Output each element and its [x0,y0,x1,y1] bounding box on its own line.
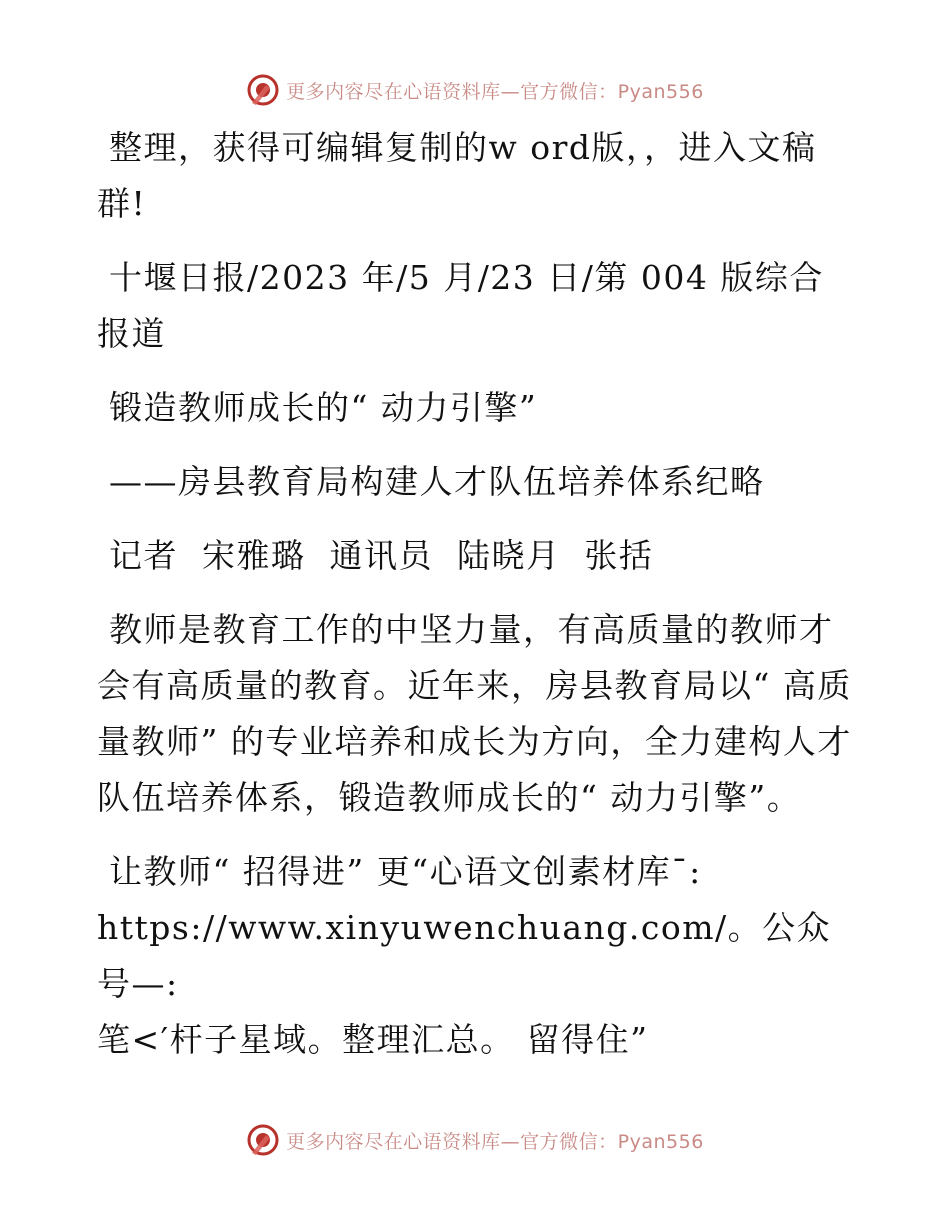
banner-text: 更多内容尽在心语资料库—官方微信：Pyan556 [286,1130,704,1153]
section-line-2: https://www.xinyuwenchuang.com/。公众号—: [97,908,832,1003]
body-paragraph: 教师是教育工作的中坚力量，有高质量的教师才会有高质量的教育。近年来，房县教育局以“ 高质量教师” 的专业培养和成长为方向，全力建构人才队伍培养体系，锻造教师成长的“ 动力引擎”。 [97,610,852,817]
banner-text: 更多内容尽在心语资料库—官方微信：Pyan556 [286,80,704,103]
section-line-1: 让教师“ 招得进” 更“心语文创素材库¯: [97,852,702,891]
pen-logo-icon [246,1123,280,1157]
header-banner [0,70,950,110]
footer-banner [0,1120,950,1160]
pen-logo-icon [246,73,280,107]
subheadline: ——房县教育局构建人才队伍培养体系纪略 [97,462,765,501]
document-body [97,120,857,1068]
section-line-3: 笔<′杆子星域。整理汇总。 留得住” [97,1020,649,1059]
intro-line: 整理，获得可编辑复制的w ord版，，进入文稿群! [97,128,817,223]
byline: 记者 宋雅璐 通讯员 陆晓月 张括 [97,536,654,575]
headline: 锻造教师成长的“ 动力引擎” [97,388,538,427]
source-line: 十堰日报/2023 年/5 月/23 日/第 004 版综合报道 [97,258,824,353]
